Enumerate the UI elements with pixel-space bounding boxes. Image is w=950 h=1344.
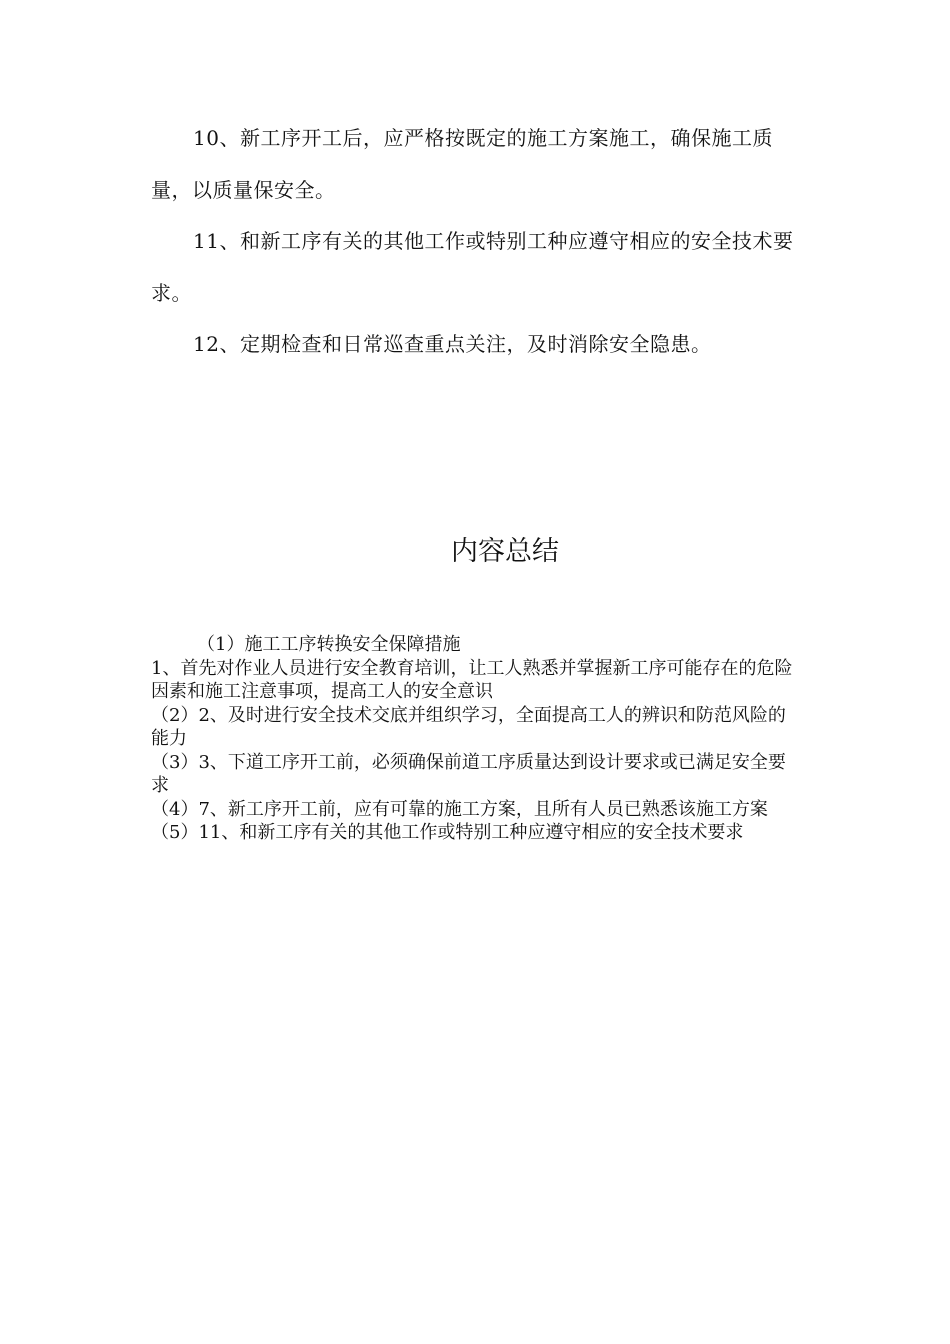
summary-block	[151, 633, 801, 845]
body-paragraph-11: 11、和新工序有关的其他工作或特别工种应遵守相应的安全技术要求。	[151, 229, 794, 305]
summary-item-1: 1、首先对作业人员进行安全教育培训，让工人熟悉并掌握新工序可能存在的危险因素和施工注意事项，提高工人的安全意识	[151, 657, 793, 702]
summary-subtitle: （1）施工工序转换安全保障措施	[197, 634, 461, 655]
body-paragraph-12: 12、定期检查和日常巡查重点关注，及时消除安全隐患。	[193, 332, 712, 356]
summary-item-5: （5）11、和新工序有关的其他工作或特别工种应遵守相应的安全技术要求	[151, 822, 744, 843]
summary-item-3: （3）3、下道工序开工前，必须确保前道工序质量达到设计要求或已满足安全要求	[151, 751, 786, 796]
summary-title: 内容总结	[451, 536, 559, 567]
body-paragraph-10: 10、新工序开工后，应严格按既定的施工方案施工，确保施工质量，以质量保安全。	[151, 126, 773, 202]
summary-item-4: （4）7、新工序开工前，应有可靠的施工方案，且所有人员已熟悉该施工方案	[151, 798, 768, 820]
summary-item-2: （2）2、及时进行安全技术交底并组织学习，全面提高工人的辨识和防范风险的能力	[151, 704, 786, 749]
